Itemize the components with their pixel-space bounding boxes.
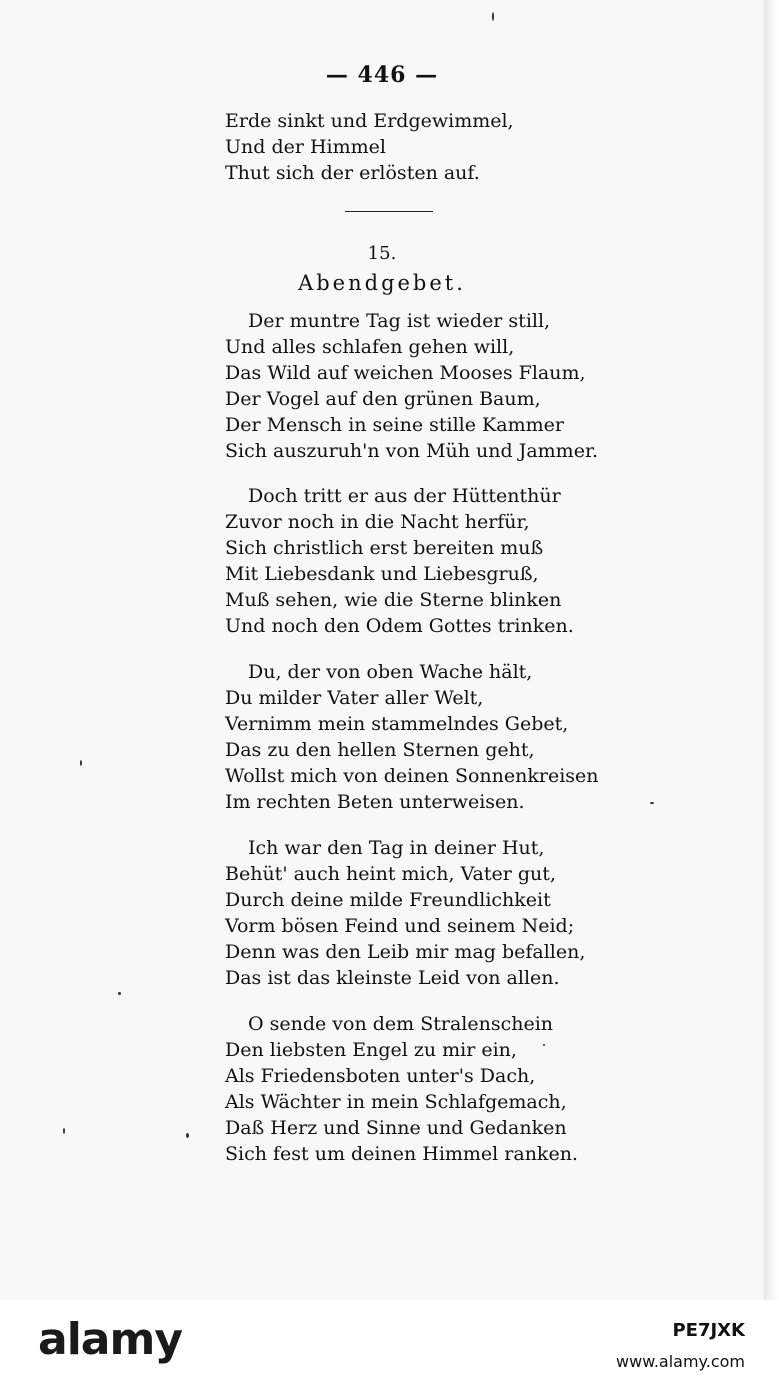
scan-speck — [543, 1044, 545, 1046]
stanza-1-line-2: Und alles schlafen gehen will, — [225, 336, 515, 358]
previous-poem-line-3: Thut sich der erlösten auf. — [225, 162, 480, 184]
stanza-1-line-6: Sich auszuruh'n von Müh und Jammer. — [225, 440, 598, 462]
stanza-5-line-3: Als Friedensboten unter's Dach, — [225, 1065, 536, 1087]
stanza-3-line-6: Im rechten Beten unterweisen. — [225, 791, 525, 813]
stanza-4-line-4: Vorm bösen Feind und seinem Neid; — [225, 915, 575, 937]
stanza-2-line-2: Zuvor noch in die Nacht herfür, — [225, 511, 530, 533]
scan-speck — [80, 760, 82, 766]
page-edge-shadow — [764, 0, 779, 1300]
stanza-2-line-6: Und noch den Odem Gottes trinken. — [225, 615, 574, 637]
stanza-1-line-3: Das Wild auf weichen Mooses Flaum, — [225, 362, 586, 384]
previous-poem-line-2: Und der Himmel — [225, 136, 386, 158]
stanza-2-line-1: Doch tritt er aus der Hüttenthür — [248, 485, 561, 507]
scan-speck — [118, 992, 121, 995]
scan-speck — [492, 12, 494, 21]
stanza-5-line-4: Als Wächter in mein Schlafgemach, — [225, 1091, 567, 1113]
stanza-1-line-1: Der muntre Tag ist wieder still, — [248, 310, 551, 332]
page-number: — 446 — — [325, 62, 439, 88]
stanza-4-line-3: Durch deine milde Freundlichkeit — [225, 889, 551, 911]
stanza-5-line-2: Den liebsten Engel zu mir ein, — [225, 1039, 517, 1061]
section-divider — [345, 211, 433, 212]
stanza-3-line-3: Vernimm mein stammelndes Gebet, — [225, 713, 569, 735]
poem-number: 15. — [367, 243, 397, 264]
watermark-footer — [0, 1300, 779, 1390]
stanza-1-line-5: Der Mensch in seine stille Kammer — [225, 414, 564, 436]
watermark-image-id: PE7JXK — [672, 1320, 745, 1341]
stanza-3-line-4: Das zu den hellen Sternen geht, — [225, 739, 535, 761]
stanza-4-line-1: Ich war den Tag in deiner Hut, — [248, 837, 545, 859]
watermark-url: www.alamy.com — [616, 1352, 745, 1371]
previous-poem-line-1: Erde sinkt und Erdgewimmel, — [225, 110, 514, 132]
scan-speck — [63, 1128, 65, 1134]
stanza-5-line-5: Daß Herz und Sinne und Gedanken — [225, 1117, 567, 1139]
stanza-4-line-6: Das ist das kleinste Leid von allen. — [225, 967, 560, 989]
poem-title: Abendgebet. — [298, 271, 466, 295]
stanza-1-line-4: Der Vogel auf den grünen Baum, — [225, 388, 541, 410]
scan-speck — [186, 1133, 189, 1138]
stanza-4-line-2: Behüt' auch heint mich, Vater gut, — [225, 863, 556, 885]
scan-speck — [650, 802, 654, 804]
stanza-5-line-1: O sende von dem Stralenschein — [248, 1013, 554, 1035]
stanza-3-line-2: Du milder Vater aller Welt, — [225, 687, 484, 709]
stanza-3-line-5: Wollst mich von deinen Sonnenkreisen — [225, 765, 599, 787]
stanza-2-line-3: Sich christlich erst bereiten muß — [225, 537, 544, 559]
stanza-2-line-5: Muß sehen, wie die Sterne blinken — [225, 589, 562, 611]
stanza-4-line-5: Denn was den Leib mir mag befallen, — [225, 941, 586, 963]
stanza-5-line-6: Sich fest um deinen Himmel ranken. — [225, 1143, 578, 1165]
stanza-2-line-4: Mit Liebesdank und Liebesgruß, — [225, 563, 539, 585]
watermark-logo: alamy — [38, 1314, 182, 1365]
stanza-3-line-1: Du, der von oben Wache hält, — [248, 661, 533, 683]
